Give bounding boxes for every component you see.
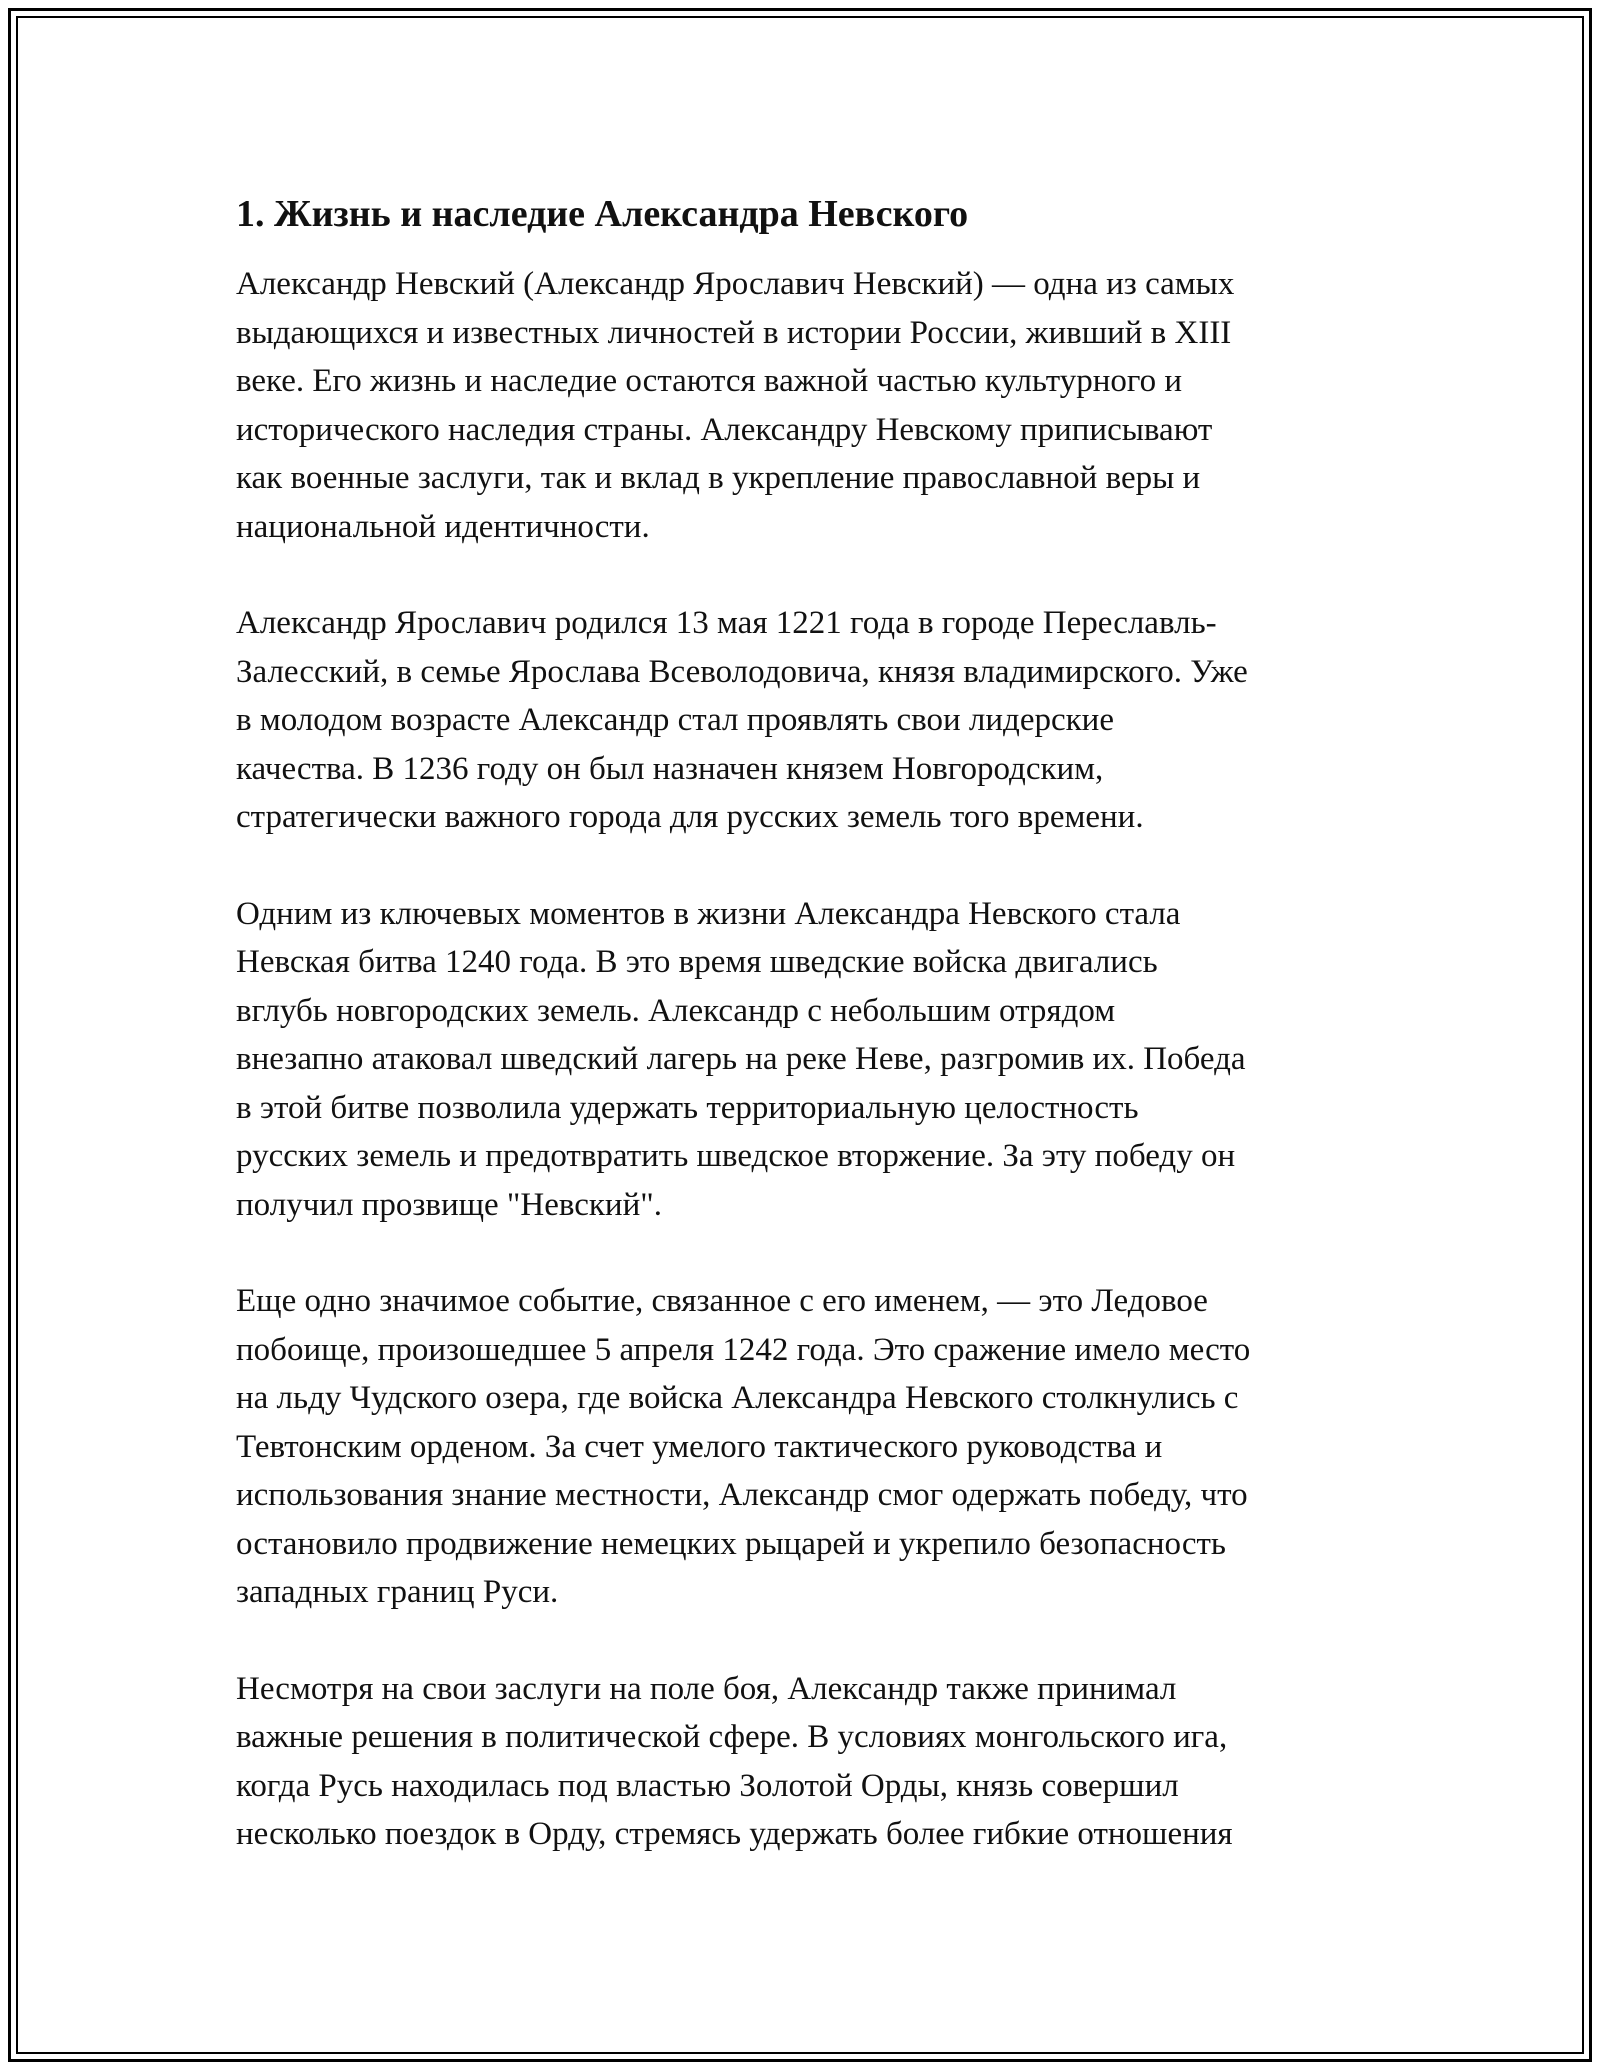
text-line: вглубь новгородских земель. Александр с небольшим отрядом xyxy=(236,992,1116,1029)
paragraph-birth xyxy=(236,599,1376,842)
text-line: важные решения в политической сфере. В условиях монгольского ига, xyxy=(236,1719,1228,1755)
text-line: Невская битва 1240 года. В это время шведские войска двигались xyxy=(236,944,1158,980)
text-line: получил прозвище "Невский". xyxy=(236,1186,662,1223)
text-line: Александр Ярославич родился 13 мая 1221 года в городе Переславль- xyxy=(236,605,1217,641)
text-line: западных границ Руси. xyxy=(236,1574,559,1610)
text-line: Тевтонским орденом. За счет умелого тактического руководства и xyxy=(236,1428,1163,1465)
section-heading: 1. Жизнь и наследие Александра Невского xyxy=(236,193,969,235)
text-line: в этой битве позволила удержать территориальную целостность xyxy=(236,1089,1139,1126)
paragraph-ice-battle xyxy=(236,1277,1376,1617)
text-line: внезапно атаковал шведский лагерь на реке Неве, разгромив их. Победа xyxy=(236,1041,1246,1077)
paragraph-intro xyxy=(236,260,1376,551)
text-line: русских земель и предотвратить шведское вторжение. За эту победу он xyxy=(236,1138,1236,1174)
text-line: Залесский, в семье Ярослава Всеволодовича, князя владимирского. Уже xyxy=(236,653,1248,690)
text-line: национальной идентичности. xyxy=(236,508,650,545)
text-line: Несмотря на свои заслуги на поле боя, Александр также принимал xyxy=(236,1670,1177,1707)
text-line: в молодом возрасте Александр стал проявлять свои лидерские xyxy=(236,702,1114,738)
text-line: на льду Чудского озера, где войска Александра Невского столкнулись с xyxy=(236,1380,1239,1416)
text-line: несколько поездок в Орду, стремясь удержать более гибкие отношения xyxy=(236,1816,1233,1852)
paragraph-neva-battle xyxy=(236,890,1376,1230)
text-line: остановило продвижение немецких рыцарей и укрепило безопасность xyxy=(236,1525,1226,1562)
text-line: побоище, произошедшее 5 апреля 1242 года. Это сражение имело место xyxy=(236,1331,1251,1368)
document-body xyxy=(236,186,1376,1907)
text-line: Одним из ключевых моментов в жизни Александра Невского стала xyxy=(236,895,1181,932)
text-line: как военные заслуги, так и вклад в укрепление православной веры и xyxy=(236,460,1201,496)
text-line: стратегически важного города для русских земель того времени. xyxy=(236,799,1144,835)
text-line: Александр Невский (Александр Ярославич Невский) — одна из самых xyxy=(236,266,1235,302)
text-line: исторического наследия страны. Александру Невскому приписывают xyxy=(236,411,1213,448)
text-line: выдающихся и известных личностей в истории России, живший в XIII xyxy=(236,314,1232,351)
text-line: качества. В 1236 году он был назначен князем Новгородским, xyxy=(236,750,1104,787)
paragraph-politics xyxy=(236,1665,1376,1859)
text-line: веке. Его жизнь и наследие остаются важной частью культурного и xyxy=(236,363,1182,399)
text-line: Еще одно значимое событие, связанное с его именем, — это Ледовое xyxy=(236,1283,1208,1319)
text-line: использования знание местности, Александр смог одержать победу, что xyxy=(236,1477,1248,1513)
text-line: когда Русь находилась под властью Золотой Орды, князь совершил xyxy=(236,1767,1179,1804)
